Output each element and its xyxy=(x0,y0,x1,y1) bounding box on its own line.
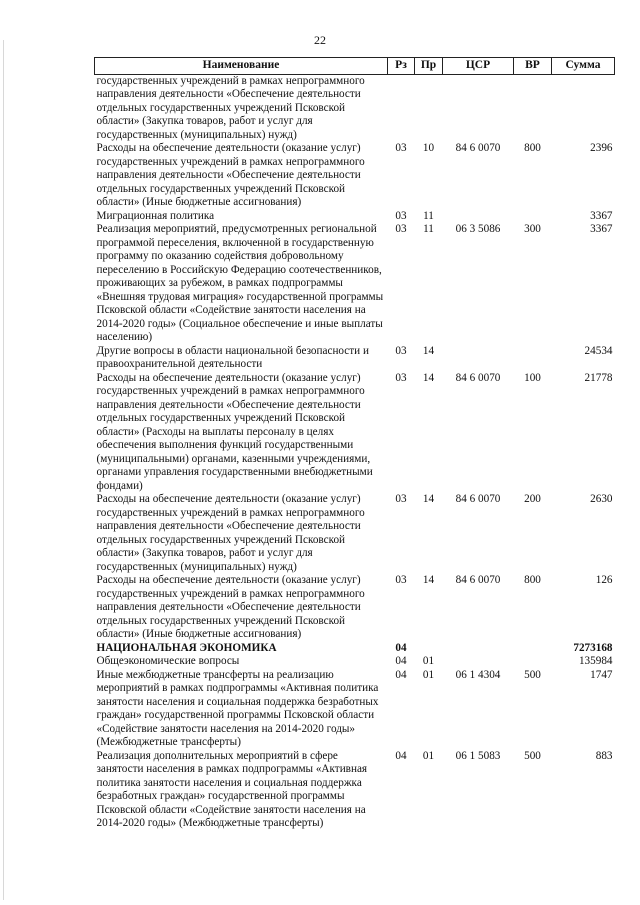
cell-rz: 03 xyxy=(395,371,407,384)
cell-vr: 500 xyxy=(524,668,541,681)
cell-rz: 03 xyxy=(395,493,407,505)
cell-sum: 21778 xyxy=(584,371,613,384)
header-vr: ВР xyxy=(514,58,552,75)
cell-pr: 01 xyxy=(422,749,435,762)
cell-name: Реализация дополнительных мероприятий в сфере занятости населения в рамках подпрограммы «Активная политика занятости населения и социальная поддержка безработных граждан» государственной программы Псковской области «Содействие занятости населения на 2014-2020 годы» (Межбюджетные трансферты) xyxy=(96,749,368,829)
cell-name: Расходы на обеспечение деятельности (оказание услуг) государственных учреждений в рамках непрограммного направления деятельности «Обеспечение деятельности отдельных государственных учреждений Псковской области» (Иные бюджетные ассигнования) xyxy=(96,574,365,640)
cell-rz: 04 xyxy=(395,749,407,762)
cell-name: Другие вопросы в области национальной безопасности и правоохранительной деятельности xyxy=(96,344,369,370)
cell-vr: 100 xyxy=(524,371,541,384)
cell-sum: 7273168 xyxy=(573,641,613,654)
cell-rz: 04 xyxy=(395,641,407,654)
cell-sum: 126 xyxy=(595,574,613,586)
cell-pr: 14 xyxy=(422,493,435,505)
cell-vr: 800 xyxy=(524,574,541,586)
cell-name: Расходы на обеспечение деятельности (оказание услуг) государственных учреждений в рамках непрограммного направления деятельности «Обеспечение деятельности отдельных государственных учреждений Псковской области» (Иные бюджетные ассигнования) xyxy=(96,142,365,208)
cell-vr xyxy=(514,642,552,656)
cell-vr: 300 xyxy=(524,223,541,235)
cell-rz: 03 xyxy=(395,209,407,222)
cell-vr xyxy=(514,655,552,669)
cell-vr xyxy=(514,74,552,142)
cell-rz: 04 xyxy=(395,655,407,667)
table-body xyxy=(95,74,615,831)
cell-name: Реализация мероприятий, предусмотренных региональной программой переселения, включенной в государственную программу по оказанию содействия добровольному переселению в Российскую Федерацию соотечественников, проживающих за рубежом, в рамках подпрограммы «Внешняя трудовая миграция» государственной программы Псковской области «Содействие занятости населения на 2014-2020 годы» (Социальное обеспечение и иные выплаты населению) xyxy=(96,223,384,343)
cell-sum: 883 xyxy=(595,749,613,762)
cell-csr: 84 6 0070 xyxy=(455,142,501,154)
page-number: 22 xyxy=(314,33,326,47)
table-header xyxy=(95,58,615,75)
table-row xyxy=(95,142,615,210)
cell-csr: 06 1 5083 xyxy=(455,749,501,762)
cell-rz: 04 xyxy=(395,668,407,681)
cell-pr: 14 xyxy=(422,574,435,586)
table-row xyxy=(95,372,615,494)
table-row xyxy=(95,210,615,224)
cell-pr: 14 xyxy=(422,344,435,357)
header-rz: Рз xyxy=(388,58,415,75)
cell-sum: 3367 xyxy=(590,209,613,222)
cell-pr xyxy=(415,74,443,142)
header-name: Наименование xyxy=(95,58,388,75)
cell-pr: 10 xyxy=(422,142,435,154)
cell-csr: 06 1 4304 xyxy=(455,668,501,681)
budget-table xyxy=(94,57,615,831)
cell-name: НАЦИОНАЛЬНАЯ ЭКОНОМИКА xyxy=(96,641,277,654)
cell-pr: 11 xyxy=(423,209,434,222)
cell-sum: 135984 xyxy=(578,655,613,667)
cell-sum: 1747 xyxy=(590,668,613,681)
cell-csr: 84 6 0070 xyxy=(455,371,501,384)
cell-csr xyxy=(443,642,514,656)
table-row xyxy=(95,74,615,142)
cell-name: Расходы на обеспечение деятельности (оказание услуг) государственных учреждений в рамках непрограммного направления деятельности «Обеспечение деятельности отдельных государственных учреждений Псковской области» (Закупка товаров, работ и услуг для государственных (муниципальных) нужд) xyxy=(96,493,365,573)
cell-vr: 800 xyxy=(524,142,541,154)
cell-vr xyxy=(514,210,552,224)
cell-pr: 14 xyxy=(422,371,435,384)
header-csr: ЦСР xyxy=(443,58,514,75)
cell-pr xyxy=(415,642,443,656)
scan-edge xyxy=(3,40,4,900)
cell-csr xyxy=(443,74,514,142)
table-row xyxy=(95,655,615,669)
cell-pr: 01 xyxy=(422,655,435,667)
cell-name: государственных учреждений в рамках непрограммного направления деятельности «Обеспечение деятельности отдельных государственных учреждений Псковской области» (Закупка товаров, работ и услуг для государственных (муниципальных) нужд) xyxy=(96,74,365,141)
cell-sum: 2630 xyxy=(590,493,613,505)
cell-name: Общеэкономические вопросы xyxy=(96,655,240,667)
cell-rz: 03 xyxy=(395,344,407,357)
table-row xyxy=(95,669,615,750)
cell-csr: 06 3 5086 xyxy=(455,223,501,235)
cell-name: Расходы на обеспечение деятельности (оказание услуг) государственных учреждений в рамках непрограммного направления деятельности «Обеспечение деятельности отдельных государственных учреждений Псковской области» (Расходы на выплаты персоналу в целях обеспечения выполнения функций государственными (муниципальными) органами, казенными учреждениями, органами управления государственными внебюджетными фондами) xyxy=(96,371,373,492)
cell-pr: 11 xyxy=(423,223,434,235)
table-row xyxy=(95,574,615,642)
table-row xyxy=(95,223,615,345)
cell-sum: 24534 xyxy=(584,344,613,357)
cell-csr: 84 6 0070 xyxy=(455,574,501,586)
table-row xyxy=(95,642,615,656)
cell-name: Иные межбюджетные трансферты на реализацию мероприятий в рамках подпрограммы «Активная политика занятости населения и социальная поддержка безработных граждан» государственной программы Псковской области «Содействие занятости населения на 2014-2020 годы» (Межбюджетные трансферты) xyxy=(96,668,379,748)
header-sum: Сумма xyxy=(552,58,615,75)
cell-rz: 03 xyxy=(395,223,407,235)
cell-csr xyxy=(443,345,514,372)
cell-sum xyxy=(552,74,615,142)
header-pr: Пр xyxy=(415,58,443,75)
cell-rz: 03 xyxy=(395,574,407,586)
cell-csr xyxy=(443,210,514,224)
cell-csr xyxy=(443,655,514,669)
cell-name: Миграционная политика xyxy=(96,209,215,222)
table-row xyxy=(95,345,615,372)
cell-vr: 200 xyxy=(524,493,541,505)
cell-sum: 2396 xyxy=(590,142,613,154)
cell-sum: 3367 xyxy=(590,223,613,235)
cell-pr: 01 xyxy=(422,668,435,681)
cell-rz xyxy=(388,74,415,142)
cell-csr: 84 6 0070 xyxy=(455,493,501,505)
table-row xyxy=(95,493,615,574)
table-row xyxy=(95,750,615,831)
cell-rz: 03 xyxy=(395,142,407,154)
cell-vr xyxy=(514,345,552,372)
cell-vr: 500 xyxy=(524,749,541,762)
